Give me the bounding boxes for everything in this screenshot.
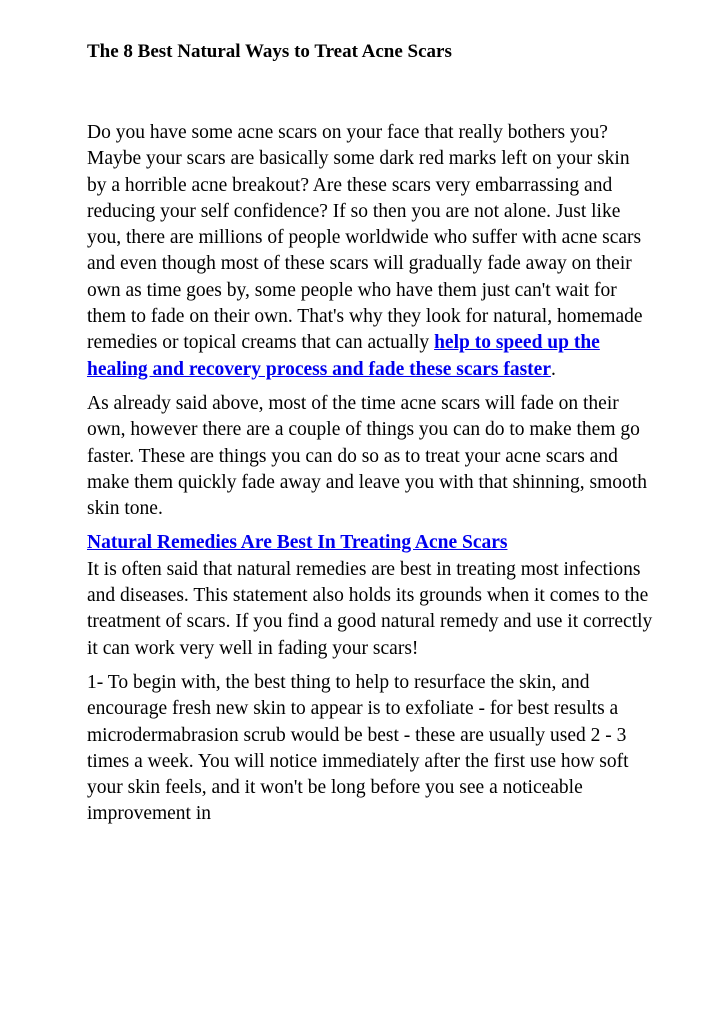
second-paragraph: As already said above, most of the time acne scars will fade on their own, however there are a couple of things you can do to make them go faster. These are things you can do so as to treat your acne scars and make them quickly fade away and leave you with that shinning, smooth skin tone. xyxy=(87,392,647,520)
section-heading-link[interactable]: Natural Remedies Are Best In Treating Acne Scars xyxy=(87,532,508,554)
section-body-paragraph: It is often said that natural remedies are best in treating most infections and diseases. This statement also holds its grounds when it comes to the treatment of scars. If you find a good natural remedy and use it correctly it can work very well in fading your scars! xyxy=(87,558,653,659)
intro-paragraph xyxy=(87,120,653,383)
document-page xyxy=(87,40,653,828)
intro-text: Do you have some acne scars on your face that really bothers you? Maybe your scars are basically some dark red marks left on your skin by a horrible acne breakout? Are these scars very embarrassing and reducing your self confidence? If so then you are not alone. Just like you, there are millions of people worldwide who suffer with acne scars and even though most of these scars will gradually fade away on their own as time goes by, some people who have them just can't wait for them to fade on their own. That's why they look for natural, homemade remedies or topical creams that can actually xyxy=(87,122,643,354)
intro-end: . xyxy=(550,358,556,380)
intro-link[interactable]: help to speed up the healing and recovery process and fade these scars faster xyxy=(87,332,600,380)
list-item-1: 1- To begin with, the best thing to help to resurface the skin, and encourage fresh new skin to appear is to exfoliate - for best results a microdermabrasion scrub would be best - these are usually used 2 - 3 times a week. You will notice immediately after the first use how soft your skin feels, and it won't be long before you see a noticeable improvement in xyxy=(87,671,629,825)
document-title: The 8 Best Natural Ways to Treat Acne Scars xyxy=(87,41,452,62)
